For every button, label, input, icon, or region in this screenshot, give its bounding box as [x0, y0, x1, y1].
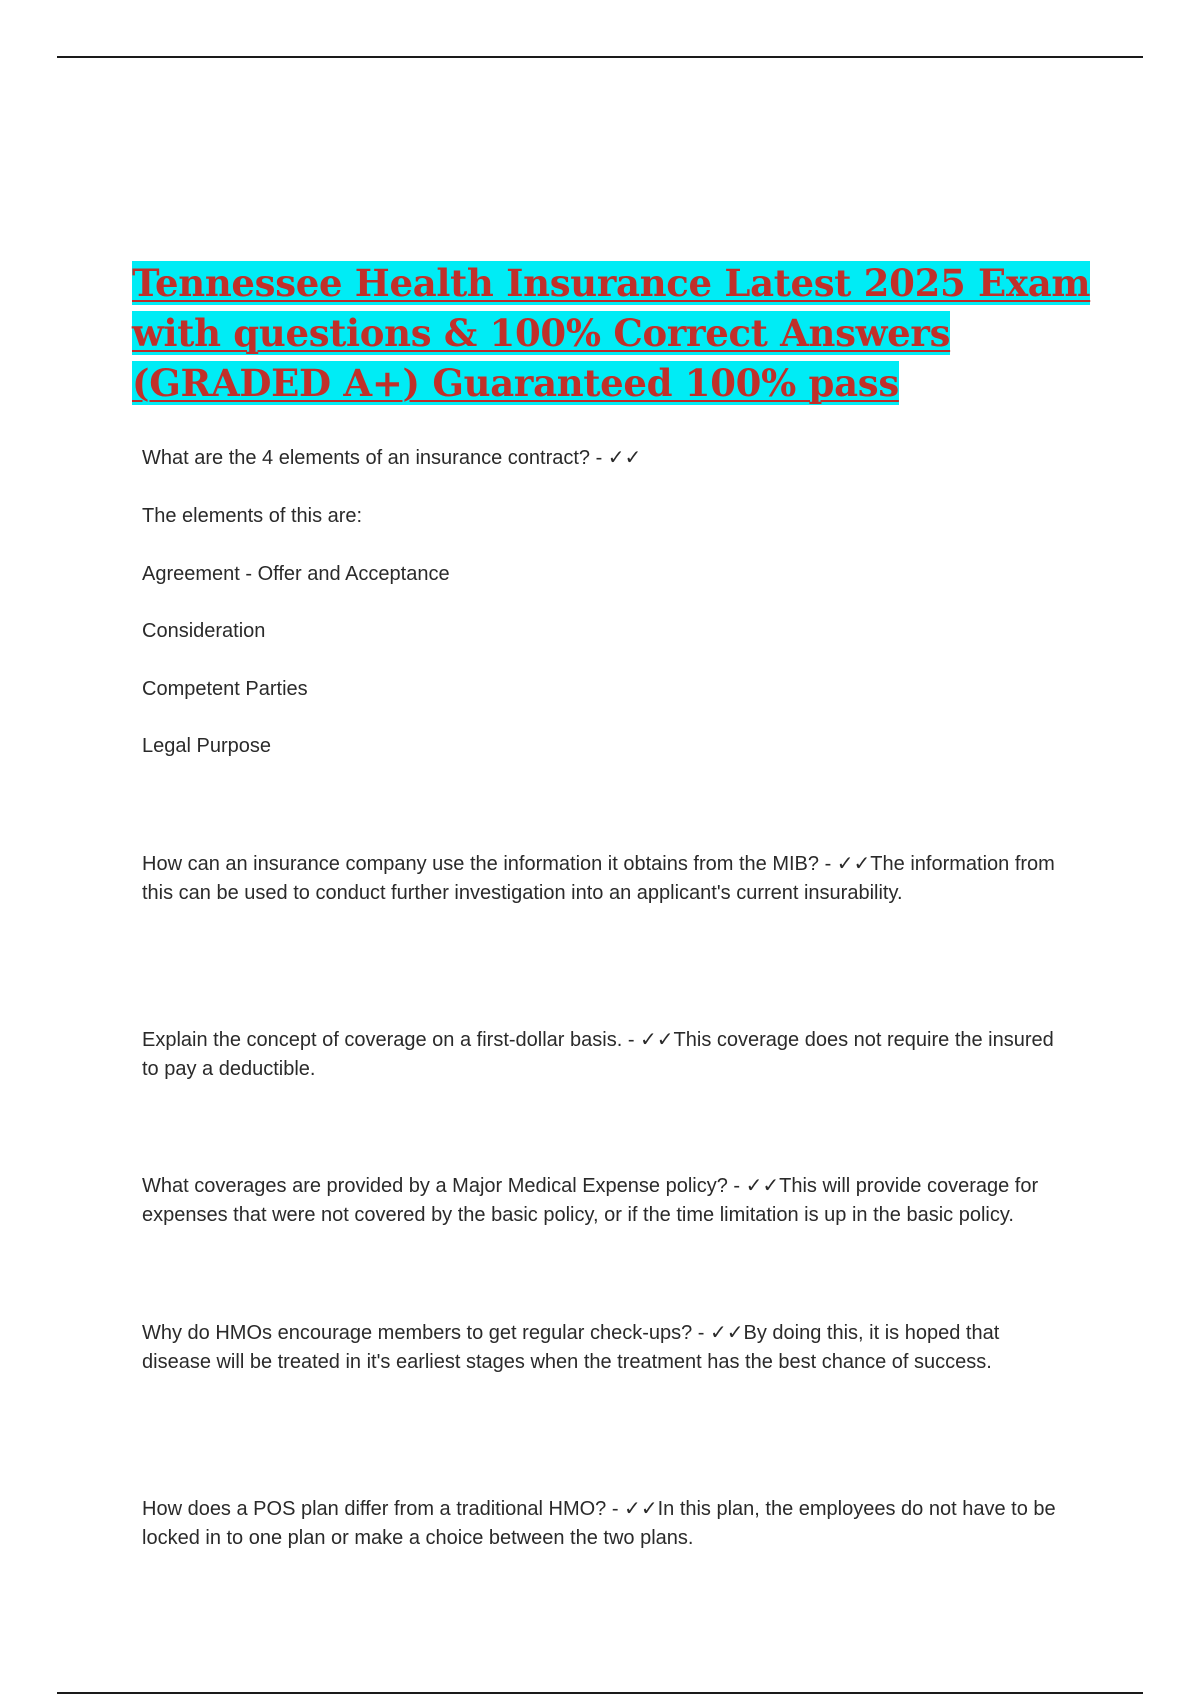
question-1: What are the 4 elements of an insurance contract? - ✓✓	[142, 447, 642, 469]
question-answer-major-medical: What coverages are provided by a Major Medical Expense policy? - ✓✓This will provide coverage for expenses that were not covered by the basic policy, or if the time limitation is up in the basic policy.	[142, 1175, 1039, 1226]
question-answer-hmo-checkups: Why do HMOs encourage members to get regular check-ups? - ✓✓By doing this, it is hoped that disease will be treated in it's earliest stages when the treatment has the best chance of success.	[142, 1322, 1000, 1373]
question-answer-pos-plan: How does a POS plan differ from a traditional HMO? - ✓✓In this plan, the employees do not have to be locked in to one plan or make a choice between the two plans.	[142, 1498, 1056, 1549]
answer-1-intro: The elements of this are:	[142, 505, 363, 527]
answer-1-item-legal-purpose: Legal Purpose	[142, 735, 271, 757]
answer-1-item-competent-parties: Competent Parties	[142, 678, 308, 700]
question-answer-mib: How can an insurance company use the information it obtains from the MIB? - ✓✓The information from this can be used to conduct further investigation into an applicant's current insurability.	[142, 853, 1055, 904]
bottom-rule	[57, 1692, 1143, 1694]
top-rule	[57, 56, 1143, 58]
title-line-1: Tennessee Health Insurance Latest 2025 Exam	[132, 261, 1091, 305]
title-line-3: (GRADED A+) Guaranteed 100% pass	[132, 361, 899, 405]
answer-1-item-consideration: Consideration	[142, 620, 266, 642]
answer-1-item-agreement: Agreement - Offer and Acceptance	[142, 563, 450, 585]
document-title	[132, 258, 1132, 408]
question-answer-first-dollar: Explain the concept of coverage on a first-dollar basis. - ✓✓This coverage does not require the insured to pay a deductible.	[142, 1029, 1054, 1080]
title-line-2: with questions & 100% Correct Answers	[132, 311, 951, 355]
